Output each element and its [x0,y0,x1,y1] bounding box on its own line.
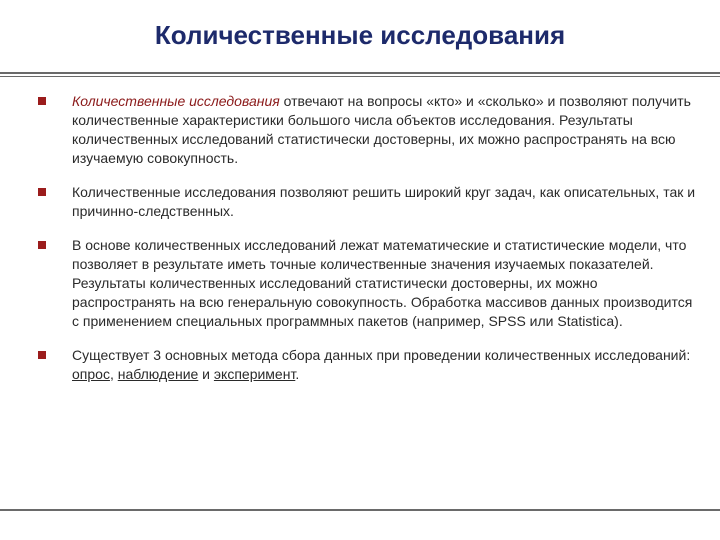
list-item [38,236,698,331]
slide-title: Количественные исследования [154,20,566,50]
bottom-divider [0,509,720,511]
link-survey[interactable]: опрос [72,366,110,382]
separator: и [198,366,214,382]
item-text-end: . [295,366,300,382]
emphasis-text: Количественные исследования [72,93,280,109]
item-text: Количественные исследования позволяют решить широкий круг задач, как описательных, так и причинно-следственных. [72,184,696,219]
link-observation[interactable]: наблюдение [117,366,199,382]
square-bullet-icon [38,241,46,249]
item-text: отвечают на вопросы «кто» и «сколько» и позволяют получить количественные характеристики большого числа объектов исследования. Результаты количественных исследований статистически достоверны, их можно распространять на всю изучаемую совокупность. [72,93,691,166]
bullet-list [38,92,698,399]
item-text: В основе количественных исследований лежат математические и статистические модели, что позволяет в результате иметь точные количественные значения изучаемых показателей. Результаты количественных исследований статистически достоверны, их можно распространять на всю генеральную совокупность. Обработка массивов данных производится с применением специальных программных пакетов (например, SPSS или Statistica). [72,237,693,329]
link-experiment[interactable]: эксперимент [213,366,296,382]
separator: , [109,366,118,382]
list-item [38,92,698,168]
list-item [38,183,698,221]
item-text: Существует 3 основных метода сбора данных при проведении количественных исследований: [72,347,691,363]
list-item [38,346,698,384]
square-bullet-icon [38,97,46,105]
square-bullet-icon [38,351,46,359]
square-bullet-icon [38,188,46,196]
top-divider [0,72,720,77]
